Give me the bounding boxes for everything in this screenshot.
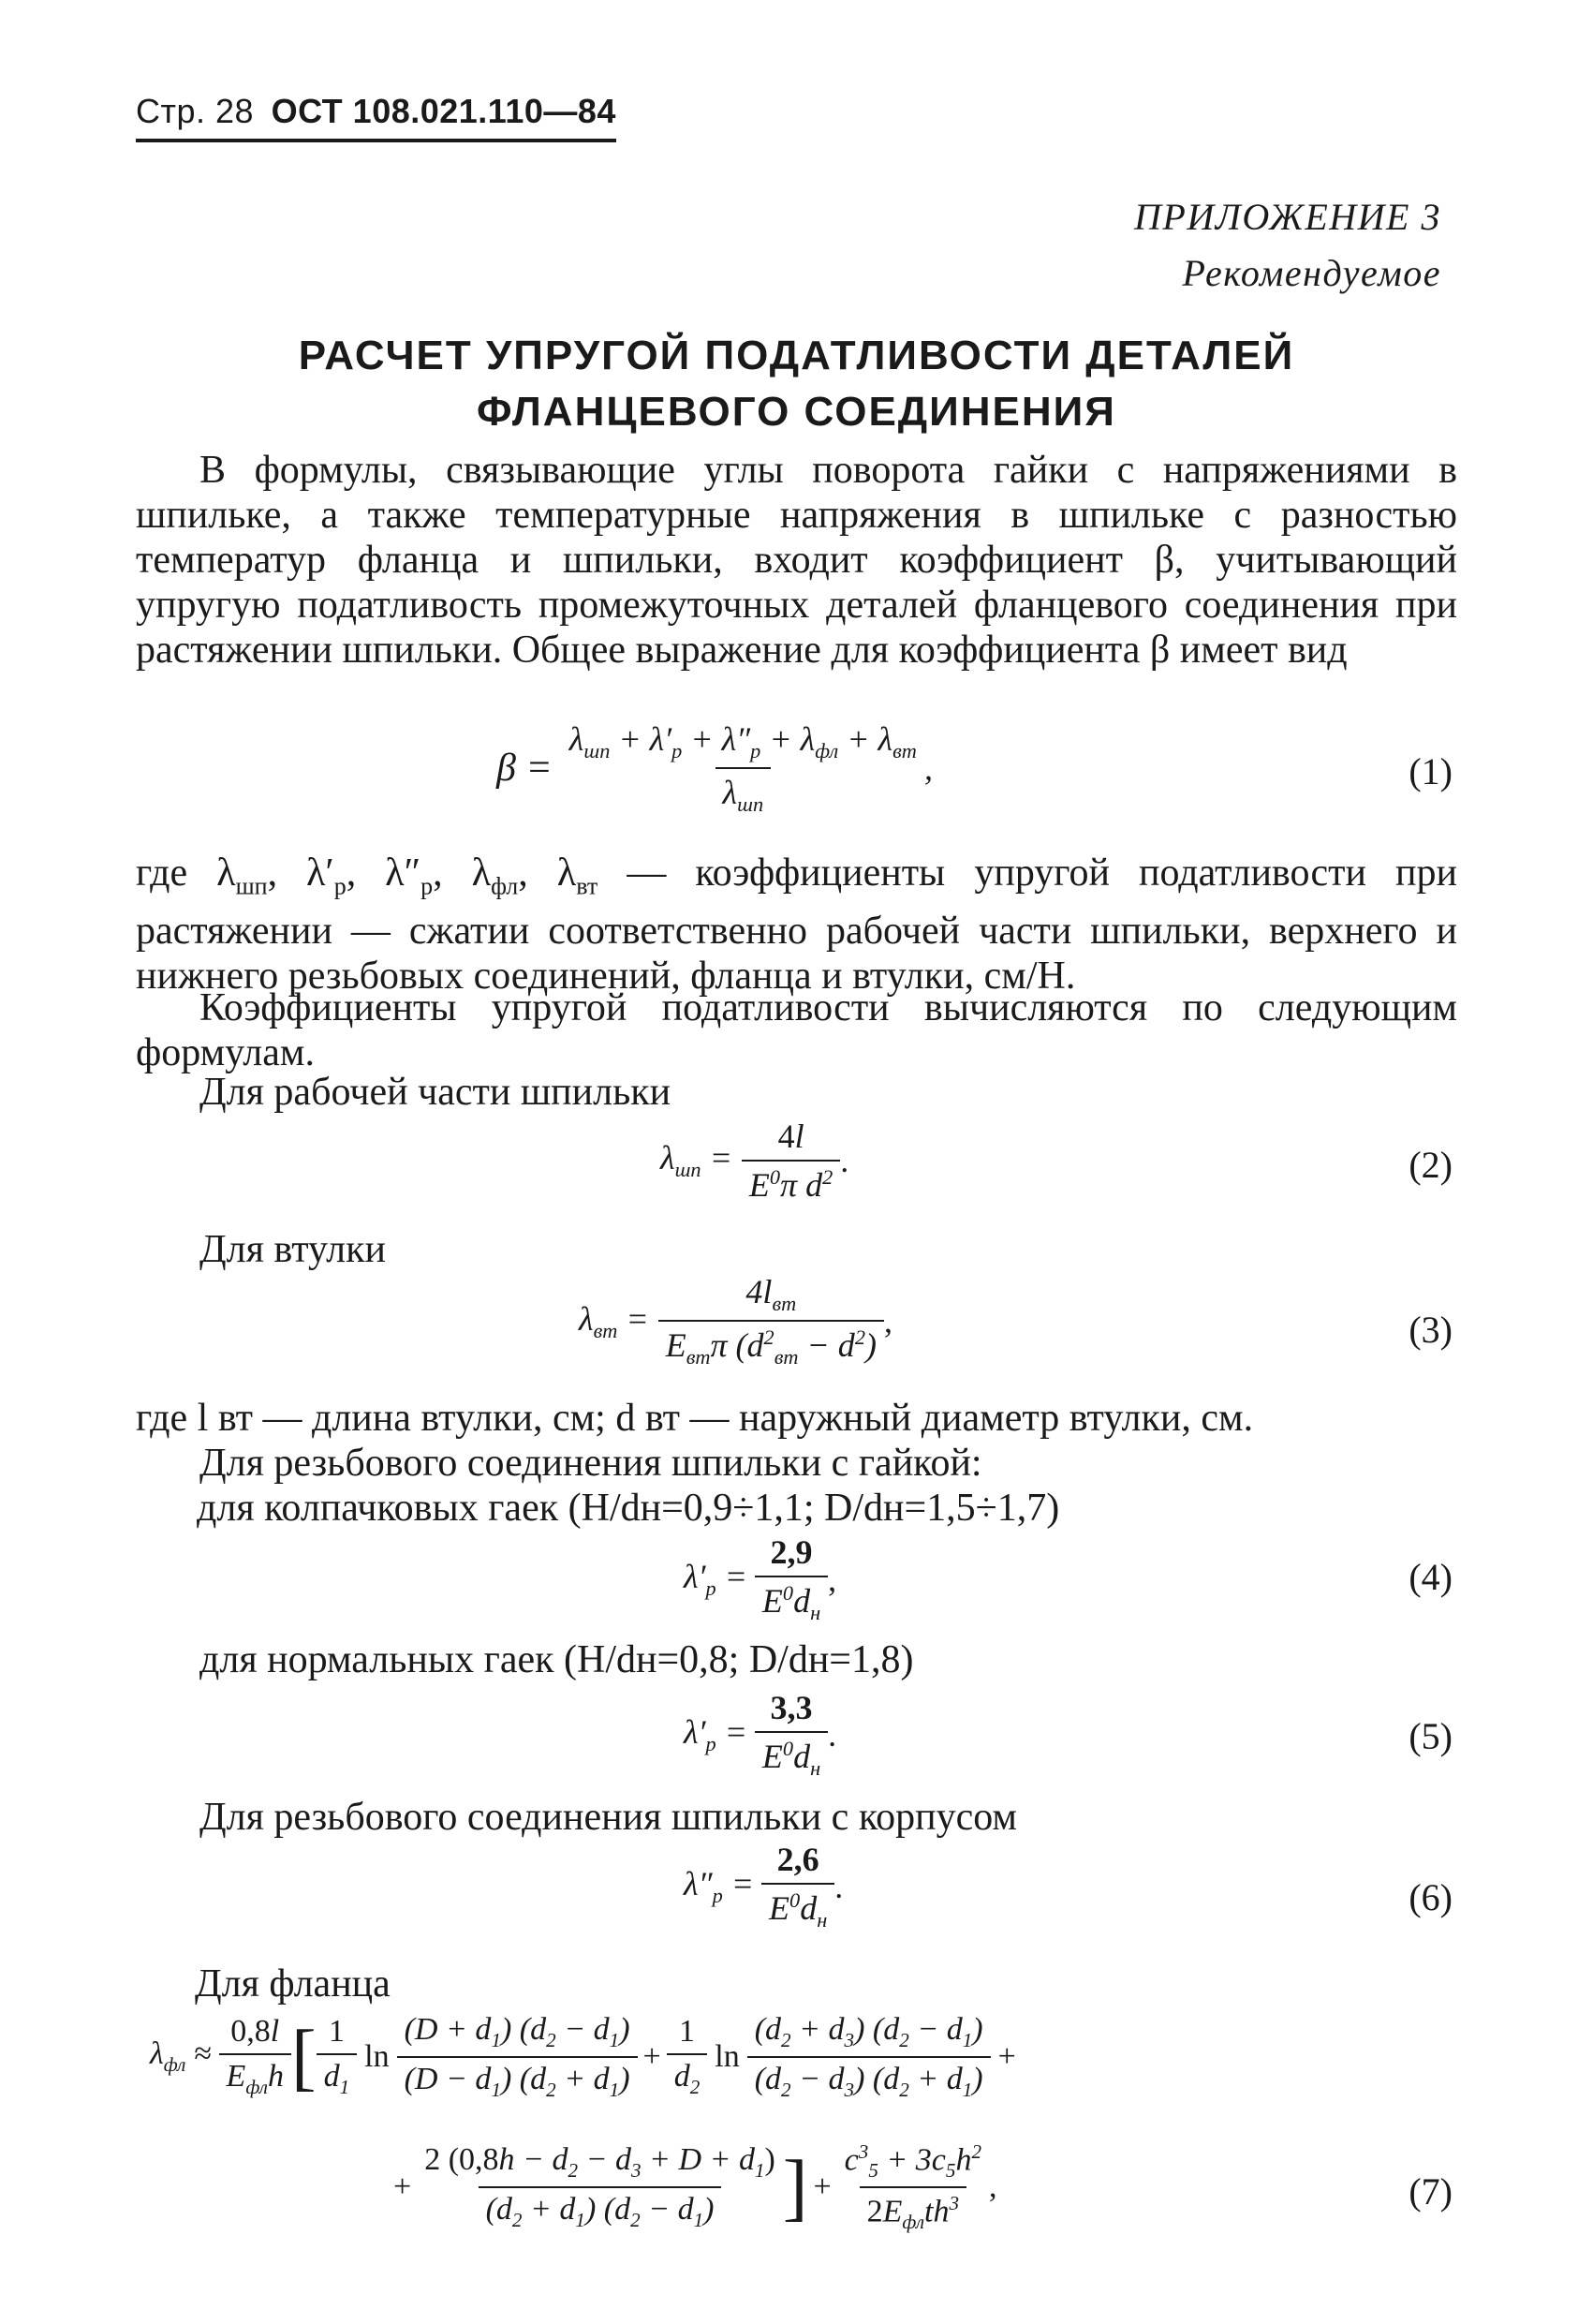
thread-body-heading: Для резьбового соединения шпильки с корпусом — [199, 1796, 1017, 1839]
equation-number-2: (2) — [1409, 1144, 1453, 1186]
appendix-label — [1134, 189, 1441, 302]
k4-value: 2,9 — [770, 1533, 813, 1571]
equation-number-3: (3) — [1409, 1309, 1453, 1351]
k7-value: 0,8 — [230, 2014, 271, 2050]
formula-6: $\lambda''_р$ = $\frac{2,6}{E^0d_н}$ . — [684, 1841, 844, 1932]
k6-value: 2,6 — [776, 1841, 819, 1878]
formula-7-line-2: + $\frac{2 (0,8h - d_2 - d_3 + D + d_1)}{(d_2 + d_1) (d_2 - d_1)}$ ] + $\frac{c^3_5 + 3c_5h^2}{2E_{фл}th^3}$ , — [393, 2140, 997, 2234]
formula-3: $\lambda_{вт}$ = $\frac{4l_{вт}}{E_{вт}\pi (d^2_{вт} - d^2)}$ , — [579, 1273, 892, 1369]
page-title — [131, 328, 1462, 440]
equation-number-6: (6) — [1409, 1876, 1453, 1918]
appendix-status: Рекомендуемое — [1182, 252, 1441, 294]
title-line-2: ФЛАНЦЕВОГО СОЕДИНЕНИЯ — [477, 389, 1116, 435]
definitions-text: — коэффициенты упругой податливости при растяжении — сжатии соответственно рабочей части шпильки, верхнего и нижнего резьбовых соединений, фланца и втулки, см/Н. — [136, 851, 1457, 999]
definitions-paragraph: где $\lambda_{шп}$, $\lambda'_р$, $\lambda''_р$, $\lambda_{фл}$, $\lambda_{вт}$ — коэффициенты упругой податливости при растяжении — сжатии соответственно рабочей части шпильки, верхнего и нижнего резьбовых соединений, фланца и втулки, см/Н. — [136, 851, 1457, 999]
equation-number-1: (1) — [1409, 750, 1453, 792]
appendix-number: ПРИЛОЖЕНИЕ 3 — [1134, 196, 1441, 238]
coefficients-paragraph: Коэффициенты упругой податливости вычисляются по следующим формулам. — [136, 986, 1457, 1074]
page-header — [136, 92, 616, 142]
formula-2: $\lambda_{шп}$ = $\frac{4l}{E^0\pi d^2}$ . — [660, 1118, 849, 1204]
working-part-heading: Для рабочей части шпильки — [199, 1071, 671, 1114]
standard-code: ОСТ 108.021.110—84 — [271, 92, 616, 130]
normal-nuts-condition: для нормальных гаек (H/dн=0,8; D/dн=1,8) — [199, 1638, 914, 1681]
sleeve-heading: Для втулки — [199, 1228, 387, 1271]
equation-number-4: (4) — [1409, 1556, 1453, 1598]
formula-1: β = $\frac{\lambda_{шп} + \lambda'_р + \lambda''_р + \lambda_{фл} + \lambda_{вт}}{\lambda_{шп}}$ , — [496, 720, 933, 817]
sleeve-definitions: где l вт — длина втулки, см; d вт — наружный диаметр втулки, см. — [136, 1397, 1254, 1440]
formula-5: $\lambda'_р$ = $\frac{3,3}{E^0d_н}$ . — [684, 1689, 837, 1781]
equation-number-5: (5) — [1409, 1715, 1453, 1757]
formula-4: $\lambda'_р$ = $\frac{2,9}{E^0d_н}$ , — [684, 1533, 837, 1625]
equation-number-7: (7) — [1409, 2170, 1453, 2213]
cap-nuts-condition: для колпачковых гаек (H/dн=0,9÷1,1; D/dн=1,5÷1,7) — [197, 1487, 1060, 1530]
title-line-1: РАСЧЕТ УПРУГОЙ ПОДАТЛИВОСТИ ДЕТАЛЕЙ — [298, 333, 1295, 378]
formula-7-line-1: $\lambda_{фл}$ ≈ $\frac{0,8l}{E_{фл}h}$ [ $\frac{1}{d_1}$ ln $\frac{(D + d_1) (d_2 - d_1)}{(D - d_1) (d_2 + d_1)}$ + $\frac{1}{d_2}$ ln $\frac{(d_2 + d_3) (d_2 - d_1)}{(d_2 - d_3) (d_2 + d_1)}$ + — [150, 2012, 1016, 2101]
k5-value: 3,3 — [770, 1689, 813, 1726]
page-number: Стр. 28 — [136, 92, 255, 130]
flange-heading: Для фланца — [195, 1962, 391, 2006]
k2-value: 4 — [777, 1118, 795, 1155]
intro-paragraph: В формулы, связывающие углы поворота гайки с напряжениями в шпильке, а также температурные напряжения в шпильке с разностью температур фланца и шпильки, входит коэффициент β, учитывающий упругую податливость промежуточных деталей фланцевого соединения при растяжении шпильки. Общее выражение для коэффициента β имеет вид — [136, 449, 1457, 672]
thread-nut-heading: Для резьбового соединения шпильки с гайкой: — [199, 1442, 982, 1485]
